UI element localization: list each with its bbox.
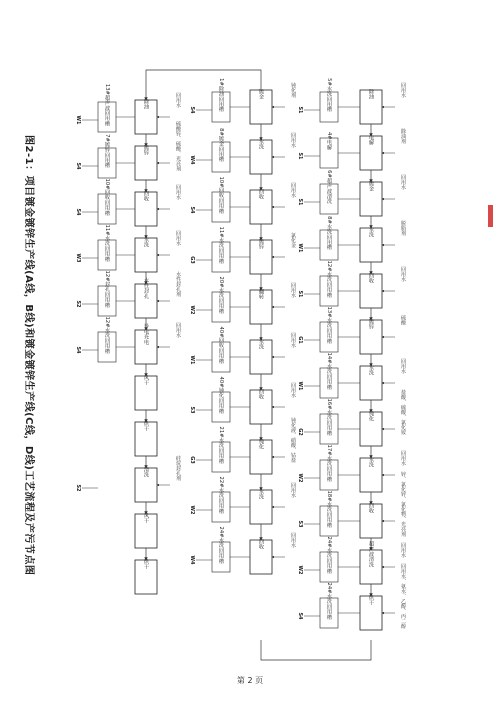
pollution-node-label: S3: [189, 406, 195, 414]
input-label: 回用水: [400, 542, 406, 558]
tank-label: 11#水洗回用槽: [104, 224, 110, 262]
process-step-label: 水洗: [258, 338, 264, 350]
pollution-node-label: S4: [189, 106, 195, 114]
tank-label: 18#水洗回用槽: [326, 490, 332, 528]
tank-label: 12#水洗回用槽: [104, 316, 110, 354]
input-label: 脱脂剂: [400, 220, 406, 236]
pollution-node-label: S3: [297, 520, 303, 528]
page-number: 第 2 页: [236, 676, 264, 685]
tank-label: 17#水洗回用槽: [326, 444, 332, 482]
tank-label: 10#回收回用槽: [104, 178, 110, 216]
tank-label: 24#水洗回用槽: [326, 536, 332, 574]
pollution-node-label: S4: [75, 162, 81, 170]
tank-label: 8#镀金回用槽: [218, 128, 224, 162]
input-label: 钝化液、硝酸、钴盐: [290, 417, 296, 463]
process-step-label: 水洗: [368, 226, 374, 238]
input-label: 钝化剂: [290, 82, 296, 98]
input-label: 回用水: [290, 532, 296, 548]
input-label: 回用水: [400, 450, 406, 466]
pollution-node-label: S1: [297, 106, 303, 114]
process-step-label: 导电充电: [143, 323, 149, 345]
input-label: 回用水: [175, 92, 181, 108]
pollution-node-label: W3: [75, 253, 81, 263]
pollution-node-label: W2: [297, 473, 303, 483]
tank-label: 1#除油回用槽: [218, 78, 224, 112]
tank-label: 22#水洗回用槽: [218, 476, 224, 514]
tank-label: 11#水洗回用槽: [218, 226, 224, 264]
red-edge-mark: [488, 205, 493, 227]
input-label: 氯化金: [290, 232, 296, 248]
process-step-label: 镀锌: [143, 144, 149, 156]
diagram-title: 图2-1：项目镀金镀锌生产线(A线，B线)和镀金镀锌生产线(C线，D线)工艺流程及产污节点图: [23, 135, 34, 576]
input-label: 硅烷封孔剂: [175, 455, 181, 481]
tank-label: 8#水洗回用槽: [326, 216, 332, 250]
pollution-node-label: W2: [189, 505, 195, 515]
pollution-node-label: W4: [189, 155, 195, 165]
process-step-label: 镀锌: [258, 238, 264, 250]
process-step-label: 回收: [258, 538, 264, 550]
process-step-label: 超声波清洗: [368, 541, 374, 567]
pollution-node-label: W1: [189, 355, 195, 365]
process-step-label: 烘干: [143, 420, 149, 432]
pollution-node-label: W4: [189, 555, 195, 565]
input-label: 回用水、氨水、乙醇、丙二醇: [400, 563, 406, 629]
tank-label: 24#水洗回用槽: [218, 526, 224, 564]
pollution-node-label: W2: [189, 305, 195, 315]
process-step-label: 清洗: [143, 466, 149, 478]
tank-label: 24#水洗回用槽: [326, 582, 332, 620]
pollution-node-label: G3: [189, 256, 195, 264]
input-label: 盐酸、硫酸、氯化铵: [400, 389, 406, 435]
pollution-node-label: S1: [297, 198, 303, 206]
input-label: 回用水: [400, 358, 406, 374]
process-step-label: 回收: [368, 502, 374, 514]
input-label: 硫酸: [400, 315, 406, 325]
process-step-label: 钝化: [368, 410, 374, 422]
pollution-node-label: W1: [297, 243, 303, 253]
pollution-node-label: G3: [189, 456, 195, 464]
process-step-label: 烘干: [368, 594, 374, 606]
input-label: 回用水: [175, 322, 181, 338]
process-step-label: 水洗: [143, 236, 149, 248]
tank-label: 5#水洗回用槽: [326, 78, 332, 112]
input-label: 回用水: [175, 184, 181, 200]
pollution-node-label: W1: [75, 115, 81, 125]
pollution-node-label: S1: [297, 152, 303, 160]
process-step-label: 电解: [368, 134, 374, 146]
input-label: 回用水: [290, 482, 296, 498]
tank-label: 13#水洗回用槽: [326, 306, 332, 344]
input-label: 锌、氯化锌、氯化物、光亮剂: [400, 471, 406, 537]
input-label: 回用水: [175, 230, 181, 246]
process-step-label: 回收: [143, 190, 149, 202]
process-step-label: 钝化: [258, 438, 264, 450]
tank-label: 16#水洗回用槽: [326, 398, 332, 436]
process-step-label: 回收: [368, 272, 374, 284]
process-step-label: 烘干: [143, 558, 149, 570]
pollution-node-label: S4: [75, 346, 81, 354]
process-step-label: 除油: [143, 98, 149, 110]
pollution-node-label: S4: [297, 612, 303, 620]
pollution-node-label: S2: [75, 300, 81, 308]
process-step-label: 翻转: [258, 288, 264, 300]
input-label: 回用水: [400, 266, 406, 282]
process-step-label: 回收: [258, 188, 264, 200]
process-step-label: 水洗: [258, 138, 264, 150]
input-label: 回用水: [290, 132, 296, 148]
tank-label: 7#镀锌回用槽: [104, 134, 110, 168]
column-link-line: [261, 640, 371, 660]
input-label: 除油剂: [400, 128, 406, 144]
tank-label: 20#水洗回用槽: [218, 276, 224, 314]
input-label: 回用水: [290, 382, 296, 398]
process-step-label: 回收: [258, 388, 264, 400]
process-step-label: 水洗: [258, 488, 264, 500]
pollution-node-label: S2: [75, 484, 81, 492]
tank-label: 4#电解: [326, 131, 332, 151]
input-label: 回用水: [400, 82, 406, 98]
input-label: 回用水: [290, 332, 296, 348]
process-step-label: 除油: [368, 88, 374, 100]
pollution-node-label: S4: [189, 206, 195, 214]
input-label: 硫酸锌、硫酸、光亮剂: [175, 121, 181, 171]
process-step-label: 镀金: [368, 180, 374, 192]
input-label: 回用水: [290, 182, 296, 198]
pollution-node-label: S1: [297, 290, 303, 298]
tank-label: 13#超声波回用槽: [104, 83, 110, 127]
process-step-label: 水性封孔: [143, 277, 149, 299]
process-step-label: 水洗: [368, 364, 374, 376]
process-step-label: 镀锌: [368, 318, 374, 330]
tank-label: 6#超声波清洗: [326, 170, 332, 204]
pollution-node-label: S4: [75, 208, 81, 216]
input-label: 水性封孔剂: [175, 271, 181, 297]
pollution-node-label: W1: [297, 381, 303, 391]
pollution-node-label: G2: [297, 428, 303, 436]
pollution-node-label: W2: [297, 565, 303, 575]
pollution-node-label: G1: [297, 336, 303, 344]
input-label: 回用水: [400, 174, 406, 190]
input-label: 回用水: [290, 282, 296, 298]
process-step-label: 镀金: [258, 88, 264, 100]
process-step-label: 风干: [143, 512, 149, 524]
tank-label: 21#水洗回用槽: [218, 426, 224, 464]
tank-label: 10#回收回用槽: [218, 176, 224, 214]
tank-label: 12#封孔回用槽: [104, 270, 110, 308]
tank-label: 40#钝化回用槽: [218, 376, 224, 414]
tank-label: 12#水洗回用槽: [326, 260, 332, 298]
column-link-line: [146, 70, 261, 100]
process-step-label: 水洗: [368, 456, 374, 468]
tank-label: 14#水洗回用槽: [326, 352, 332, 390]
process-step-label: 风干: [143, 374, 149, 386]
tank-label: 40#回收回用槽: [218, 326, 224, 364]
